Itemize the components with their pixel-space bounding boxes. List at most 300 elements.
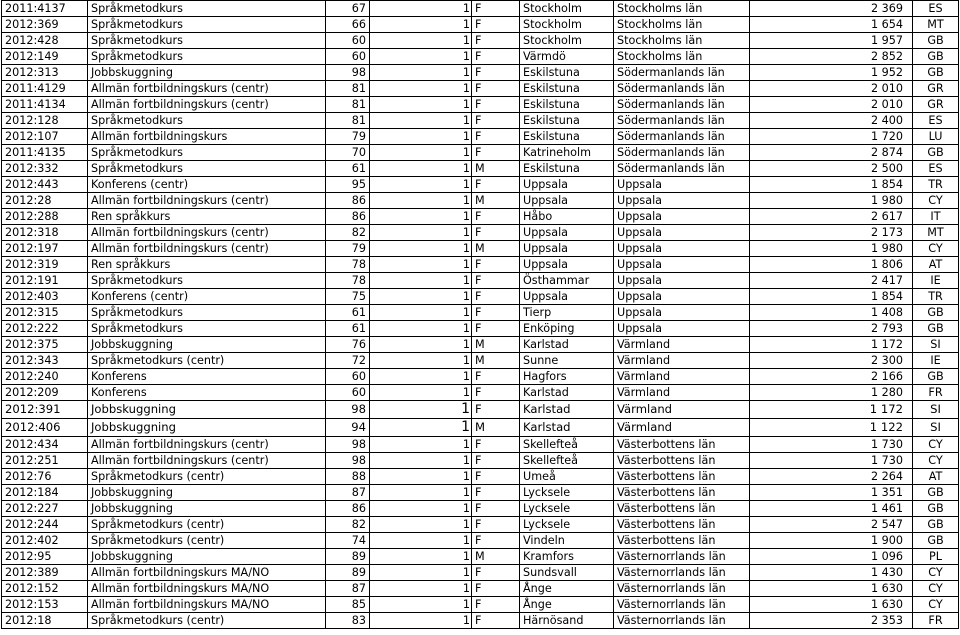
cell-id: 2012:313 xyxy=(2,65,88,81)
cell-score: 61 xyxy=(326,321,370,337)
cell-course: Språkmetodkurs xyxy=(88,273,326,289)
cell-country: GB xyxy=(913,321,959,337)
cell-county: Västerbottens län xyxy=(614,485,750,501)
table-row xyxy=(2,193,959,209)
table-row xyxy=(2,385,959,401)
cell-country: IE xyxy=(913,273,959,289)
cell-score: 87 xyxy=(326,581,370,597)
cell-country: IE xyxy=(913,353,959,369)
cell-count: 1 xyxy=(370,501,472,517)
table-row xyxy=(2,241,959,257)
table-row xyxy=(2,501,959,517)
cell-course: Språkmetodkurs xyxy=(88,305,326,321)
cell-country: ES xyxy=(913,113,959,129)
cell-amount: 1 630 xyxy=(750,581,913,597)
cell-gender: F xyxy=(472,273,520,289)
cell-gender: F xyxy=(472,305,520,321)
cell-amount: 1 980 xyxy=(750,241,913,257)
cell-course: Språkmetodkurs xyxy=(88,161,326,177)
cell-amount: 2 264 xyxy=(750,469,913,485)
cell-count: 1 xyxy=(370,273,472,289)
cell-course: Jobbskuggning xyxy=(88,65,326,81)
cell-course: Språkmetodkurs (centr) xyxy=(88,469,326,485)
cell-id: 2012:222 xyxy=(2,321,88,337)
cell-score: 81 xyxy=(326,113,370,129)
cell-municipality: Stockholm xyxy=(520,17,614,33)
cell-score: 98 xyxy=(326,453,370,469)
cell-gender: F xyxy=(472,437,520,453)
cell-gender: F xyxy=(472,517,520,533)
cell-amount: 1 096 xyxy=(750,549,913,565)
cell-id: 2012:318 xyxy=(2,225,88,241)
cell-course: Språkmetodkurs xyxy=(88,145,326,161)
table-row xyxy=(2,97,959,113)
cell-amount: 1 720 xyxy=(750,129,913,145)
cell-id: 2012:191 xyxy=(2,273,88,289)
cell-municipality: Ånge xyxy=(520,597,614,613)
cell-id: 2012:391 xyxy=(2,401,88,419)
cell-country: AT xyxy=(913,469,959,485)
cell-gender: F xyxy=(472,1,520,17)
cell-count: 1 xyxy=(370,369,472,385)
cell-id: 2012:343 xyxy=(2,353,88,369)
cell-id: 2012:197 xyxy=(2,241,88,257)
cell-gender: F xyxy=(472,113,520,129)
cell-course: Språkmetodkurs (centr) xyxy=(88,613,326,629)
cell-amount: 2 010 xyxy=(750,81,913,97)
cell-amount: 1 172 xyxy=(750,337,913,353)
cell-course: Konferens (centr) xyxy=(88,289,326,305)
cell-gender: F xyxy=(472,597,520,613)
cell-score: 78 xyxy=(326,273,370,289)
cell-id: 2012:443 xyxy=(2,177,88,193)
cell-id: 2012:240 xyxy=(2,369,88,385)
table-row xyxy=(2,65,959,81)
cell-municipality: Eskilstuna xyxy=(520,161,614,177)
cell-id: 2011:4137 xyxy=(2,1,88,17)
cell-course: Allmän fortbildningskurs (centr) xyxy=(88,193,326,209)
table-row xyxy=(2,337,959,353)
cell-county: Västerbottens län xyxy=(614,469,750,485)
cell-country: CY xyxy=(913,241,959,257)
cell-amount: 2 547 xyxy=(750,517,913,533)
cell-course: Konferens (centr) xyxy=(88,177,326,193)
table-row xyxy=(2,145,959,161)
cell-amount: 2 010 xyxy=(750,97,913,113)
cell-course: Allmän fortbildningskurs MA/NO xyxy=(88,597,326,613)
cell-municipality: Eskilstuna xyxy=(520,65,614,81)
cell-id: 2012:149 xyxy=(2,49,88,65)
cell-amount: 2 874 xyxy=(750,145,913,161)
cell-course: Jobbskuggning xyxy=(88,501,326,517)
cell-amount: 1 952 xyxy=(750,65,913,81)
cell-count: 1 xyxy=(370,129,472,145)
cell-id: 2012:209 xyxy=(2,385,88,401)
cell-id: 2012:152 xyxy=(2,581,88,597)
cell-gender: F xyxy=(472,81,520,97)
cell-amount: 2 173 xyxy=(750,225,913,241)
cell-country: FR xyxy=(913,613,959,629)
table-row xyxy=(2,565,959,581)
cell-country: GB xyxy=(913,33,959,49)
table-row xyxy=(2,485,959,501)
cell-id: 2011:4135 xyxy=(2,145,88,161)
cell-count: 1 xyxy=(370,549,472,565)
cell-county: Uppsala xyxy=(614,225,750,241)
cell-country: CY xyxy=(913,193,959,209)
cell-score: 61 xyxy=(326,161,370,177)
cell-score: 72 xyxy=(326,353,370,369)
cell-count: 1 xyxy=(370,17,472,33)
table-row xyxy=(2,437,959,453)
cell-country: CY xyxy=(913,597,959,613)
cell-count: 1 xyxy=(370,613,472,629)
cell-id: 2012:251 xyxy=(2,453,88,469)
cell-country: IT xyxy=(913,209,959,225)
cell-id: 2012:369 xyxy=(2,17,88,33)
cell-gender: F xyxy=(472,385,520,401)
cell-id: 2012:319 xyxy=(2,257,88,273)
cell-amount: 2 369 xyxy=(750,1,913,17)
cell-score: 98 xyxy=(326,401,370,419)
data-table xyxy=(1,0,959,629)
cell-score: 60 xyxy=(326,33,370,49)
cell-country: GR xyxy=(913,97,959,113)
cell-country: GB xyxy=(913,145,959,161)
table-row xyxy=(2,1,959,17)
cell-country: ES xyxy=(913,1,959,17)
table-row xyxy=(2,613,959,629)
cell-county: Uppsala xyxy=(614,305,750,321)
table-row xyxy=(2,209,959,225)
cell-course: Konferens xyxy=(88,385,326,401)
cell-count: 1 xyxy=(370,209,472,225)
cell-gender: F xyxy=(472,501,520,517)
cell-municipality: Karlstad xyxy=(520,337,614,353)
cell-score: 75 xyxy=(326,289,370,305)
table-row xyxy=(2,305,959,321)
cell-municipality: Lycksele xyxy=(520,485,614,501)
cell-municipality: Vindeln xyxy=(520,533,614,549)
cell-id: 2012:402 xyxy=(2,533,88,549)
table-row xyxy=(2,113,959,129)
cell-count: 1 xyxy=(370,453,472,469)
cell-course: Jobbskuggning xyxy=(88,401,326,419)
cell-score: 95 xyxy=(326,177,370,193)
cell-gender: M xyxy=(472,337,520,353)
table-row xyxy=(2,129,959,145)
cell-county: Uppsala xyxy=(614,273,750,289)
cell-amount: 1 900 xyxy=(750,533,913,549)
cell-municipality: Katrineholm xyxy=(520,145,614,161)
cell-id: 2012:128 xyxy=(2,113,88,129)
cell-gender: F xyxy=(472,533,520,549)
cell-count: 1 xyxy=(370,33,472,49)
cell-municipality: Eskilstuna xyxy=(520,113,614,129)
cell-gender: F xyxy=(472,613,520,629)
cell-id: 2012:315 xyxy=(2,305,88,321)
cell-county: Stockholms län xyxy=(614,49,750,65)
cell-score: 70 xyxy=(326,145,370,161)
cell-country: TR xyxy=(913,177,959,193)
cell-gender: F xyxy=(472,209,520,225)
cell-score: 85 xyxy=(326,597,370,613)
cell-amount: 1 654 xyxy=(750,17,913,33)
cell-count: 1 xyxy=(370,225,472,241)
cell-amount: 2 353 xyxy=(750,613,913,629)
cell-id: 2011:4129 xyxy=(2,81,88,97)
cell-county: Södermanlands län xyxy=(614,65,750,81)
cell-id: 2012:227 xyxy=(2,501,88,517)
cell-amount: 1 980 xyxy=(750,193,913,209)
cell-county: Södermanlands län xyxy=(614,129,750,145)
cell-gender: F xyxy=(472,33,520,49)
table-row xyxy=(2,419,959,437)
cell-municipality: Karlstad xyxy=(520,401,614,419)
cell-municipality: Uppsala xyxy=(520,193,614,209)
cell-count: 1 xyxy=(370,337,472,353)
cell-amount: 2 300 xyxy=(750,353,913,369)
cell-municipality: Härnösand xyxy=(520,613,614,629)
cell-country: GB xyxy=(913,49,959,65)
cell-score: 79 xyxy=(326,129,370,145)
cell-id: 2012:107 xyxy=(2,129,88,145)
cell-count: 1 xyxy=(370,49,472,65)
cell-county: Uppsala xyxy=(614,209,750,225)
cell-county: Uppsala xyxy=(614,289,750,305)
table-row xyxy=(2,549,959,565)
table-row xyxy=(2,597,959,613)
cell-score: 82 xyxy=(326,225,370,241)
cell-municipality: Lycksele xyxy=(520,501,614,517)
cell-course: Språkmetodkurs (centr) xyxy=(88,353,326,369)
cell-course: Allmän fortbildningskurs (centr) xyxy=(88,225,326,241)
cell-score: 74 xyxy=(326,533,370,549)
cell-id: 2012:434 xyxy=(2,437,88,453)
cell-gender: M xyxy=(472,549,520,565)
cell-course: Jobbskuggning xyxy=(88,419,326,437)
cell-country: FR xyxy=(913,385,959,401)
cell-municipality: Skellefteå xyxy=(520,437,614,453)
cell-id: 2012:403 xyxy=(2,289,88,305)
table-row xyxy=(2,33,959,49)
cell-county: Västernorrlands län xyxy=(614,549,750,565)
cell-count: 1 xyxy=(370,437,472,453)
cell-course: Ren språkkurs xyxy=(88,257,326,273)
cell-count: 1 xyxy=(370,1,472,17)
cell-municipality: Ånge xyxy=(520,581,614,597)
cell-course: Språkmetodkurs xyxy=(88,1,326,17)
cell-amount: 1 430 xyxy=(750,565,913,581)
cell-municipality: Stockholm xyxy=(520,33,614,49)
cell-count: 1 xyxy=(370,113,472,129)
cell-gender: M xyxy=(472,241,520,257)
cell-count: 1 xyxy=(370,565,472,581)
cell-count: 1 xyxy=(370,81,472,97)
cell-count: 1 xyxy=(370,193,472,209)
cell-country: GB xyxy=(913,305,959,321)
cell-country: GB xyxy=(913,533,959,549)
cell-amount: 1 730 xyxy=(750,453,913,469)
cell-course: Språkmetodkurs (centr) xyxy=(88,533,326,549)
cell-country: LU xyxy=(913,129,959,145)
cell-municipality: Sunne xyxy=(520,353,614,369)
cell-course: Konferens xyxy=(88,369,326,385)
cell-country: CY xyxy=(913,581,959,597)
cell-score: 60 xyxy=(326,49,370,65)
cell-course: Språkmetodkurs xyxy=(88,33,326,49)
cell-gender: M xyxy=(472,419,520,437)
cell-gender: F xyxy=(472,129,520,145)
cell-country: SI xyxy=(913,401,959,419)
cell-count: 1 xyxy=(370,581,472,597)
cell-amount: 2 400 xyxy=(750,113,913,129)
table-row xyxy=(2,289,959,305)
cell-score: 86 xyxy=(326,209,370,225)
cell-county: Stockholms län xyxy=(614,33,750,49)
cell-count: 1 xyxy=(370,401,472,419)
cell-municipality: Uppsala xyxy=(520,289,614,305)
cell-gender: M xyxy=(472,193,520,209)
cell-county: Stockholms län xyxy=(614,1,750,17)
cell-gender: F xyxy=(472,565,520,581)
cell-country: SI xyxy=(913,419,959,437)
cell-country: GB xyxy=(913,65,959,81)
cell-course: Språkmetodkurs xyxy=(88,17,326,33)
cell-id: 2012:28 xyxy=(2,193,88,209)
cell-county: Södermanlands län xyxy=(614,81,750,97)
cell-municipality: Enköping xyxy=(520,321,614,337)
cell-count: 1 xyxy=(370,321,472,337)
cell-course: Språkmetodkurs xyxy=(88,113,326,129)
cell-gender: F xyxy=(472,177,520,193)
cell-amount: 1 854 xyxy=(750,289,913,305)
cell-municipality: Karlstad xyxy=(520,385,614,401)
cell-municipality: Uppsala xyxy=(520,241,614,257)
cell-count: 1 xyxy=(370,353,472,369)
cell-gender: F xyxy=(472,485,520,501)
cell-id: 2012:389 xyxy=(2,565,88,581)
cell-score: 76 xyxy=(326,337,370,353)
table-row xyxy=(2,273,959,289)
cell-count: 1 xyxy=(370,385,472,401)
cell-count: 1 xyxy=(370,533,472,549)
cell-score: 94 xyxy=(326,419,370,437)
table-row xyxy=(2,469,959,485)
cell-id: 2012:375 xyxy=(2,337,88,353)
table-row xyxy=(2,353,959,369)
cell-amount: 1 630 xyxy=(750,597,913,613)
cell-country: MT xyxy=(913,225,959,241)
cell-score: 86 xyxy=(326,501,370,517)
cell-gender: F xyxy=(472,97,520,113)
cell-course: Allmän fortbildningskurs MA/NO xyxy=(88,581,326,597)
cell-country: AT xyxy=(913,257,959,273)
table-row xyxy=(2,257,959,273)
cell-score: 81 xyxy=(326,81,370,97)
table-row xyxy=(2,177,959,193)
cell-county: Uppsala xyxy=(614,177,750,193)
cell-amount: 1 122 xyxy=(750,419,913,437)
cell-country: GB xyxy=(913,485,959,501)
cell-county: Västerbottens län xyxy=(614,517,750,533)
cell-gender: F xyxy=(472,225,520,241)
cell-score: 79 xyxy=(326,241,370,257)
cell-county: Västernorrlands län xyxy=(614,581,750,597)
cell-municipality: Hagfors xyxy=(520,369,614,385)
cell-id: 2012:76 xyxy=(2,469,88,485)
cell-gender: F xyxy=(472,453,520,469)
cell-amount: 2 793 xyxy=(750,321,913,337)
cell-municipality: Kramfors xyxy=(520,549,614,565)
cell-county: Värmland xyxy=(614,419,750,437)
cell-county: Västerbottens län xyxy=(614,437,750,453)
cell-amount: 1 461 xyxy=(750,501,913,517)
cell-country: MT xyxy=(913,17,959,33)
cell-course: Språkmetodkurs (centr) xyxy=(88,517,326,533)
cell-municipality: Eskilstuna xyxy=(520,129,614,145)
cell-id: 2012:288 xyxy=(2,209,88,225)
cell-gender: F xyxy=(472,289,520,305)
cell-municipality: Umeå xyxy=(520,469,614,485)
cell-gender: F xyxy=(472,49,520,65)
cell-score: 60 xyxy=(326,385,370,401)
cell-county: Värmland xyxy=(614,401,750,419)
table-row xyxy=(2,225,959,241)
cell-county: Södermanlands län xyxy=(614,161,750,177)
cell-score: 83 xyxy=(326,613,370,629)
table-row xyxy=(2,49,959,65)
cell-gender: M xyxy=(472,161,520,177)
cell-amount: 2 617 xyxy=(750,209,913,225)
cell-count: 1 xyxy=(370,177,472,193)
cell-municipality: Eskilstuna xyxy=(520,97,614,113)
cell-amount: 1 351 xyxy=(750,485,913,501)
cell-country: CY xyxy=(913,565,959,581)
cell-gender: F xyxy=(472,65,520,81)
cell-country: GB xyxy=(913,501,959,517)
cell-count: 1 xyxy=(370,65,472,81)
cell-gender: F xyxy=(472,321,520,337)
cell-course: Språkmetodkurs xyxy=(88,49,326,65)
cell-id: 2011:4134 xyxy=(2,97,88,113)
cell-id: 2012:332 xyxy=(2,161,88,177)
cell-course: Jobbskuggning xyxy=(88,549,326,565)
cell-county: Stockholms län xyxy=(614,17,750,33)
table-row xyxy=(2,533,959,549)
cell-municipality: Skellefteå xyxy=(520,453,614,469)
cell-amount: 1 806 xyxy=(750,257,913,273)
cell-score: 89 xyxy=(326,565,370,581)
cell-county: Södermanlands län xyxy=(614,113,750,129)
cell-county: Värmland xyxy=(614,337,750,353)
table-row xyxy=(2,517,959,533)
cell-course: Allmän fortbildningskurs (centr) xyxy=(88,97,326,113)
cell-municipality: Sundsvall xyxy=(520,565,614,581)
cell-course: Ren språkkurs xyxy=(88,209,326,225)
cell-count: 1 xyxy=(370,419,472,437)
cell-course: Allmän fortbildningskurs (centr) xyxy=(88,453,326,469)
cell-course: Allmän fortbildningskurs (centr) xyxy=(88,241,326,257)
cell-county: Västernorrlands län xyxy=(614,565,750,581)
cell-amount: 1 280 xyxy=(750,385,913,401)
cell-id: 2012:184 xyxy=(2,485,88,501)
cell-course: Jobbskuggning xyxy=(88,485,326,501)
cell-score: 98 xyxy=(326,437,370,453)
cell-count: 1 xyxy=(370,289,472,305)
cell-country: GB xyxy=(913,517,959,533)
cell-gender: F xyxy=(472,17,520,33)
